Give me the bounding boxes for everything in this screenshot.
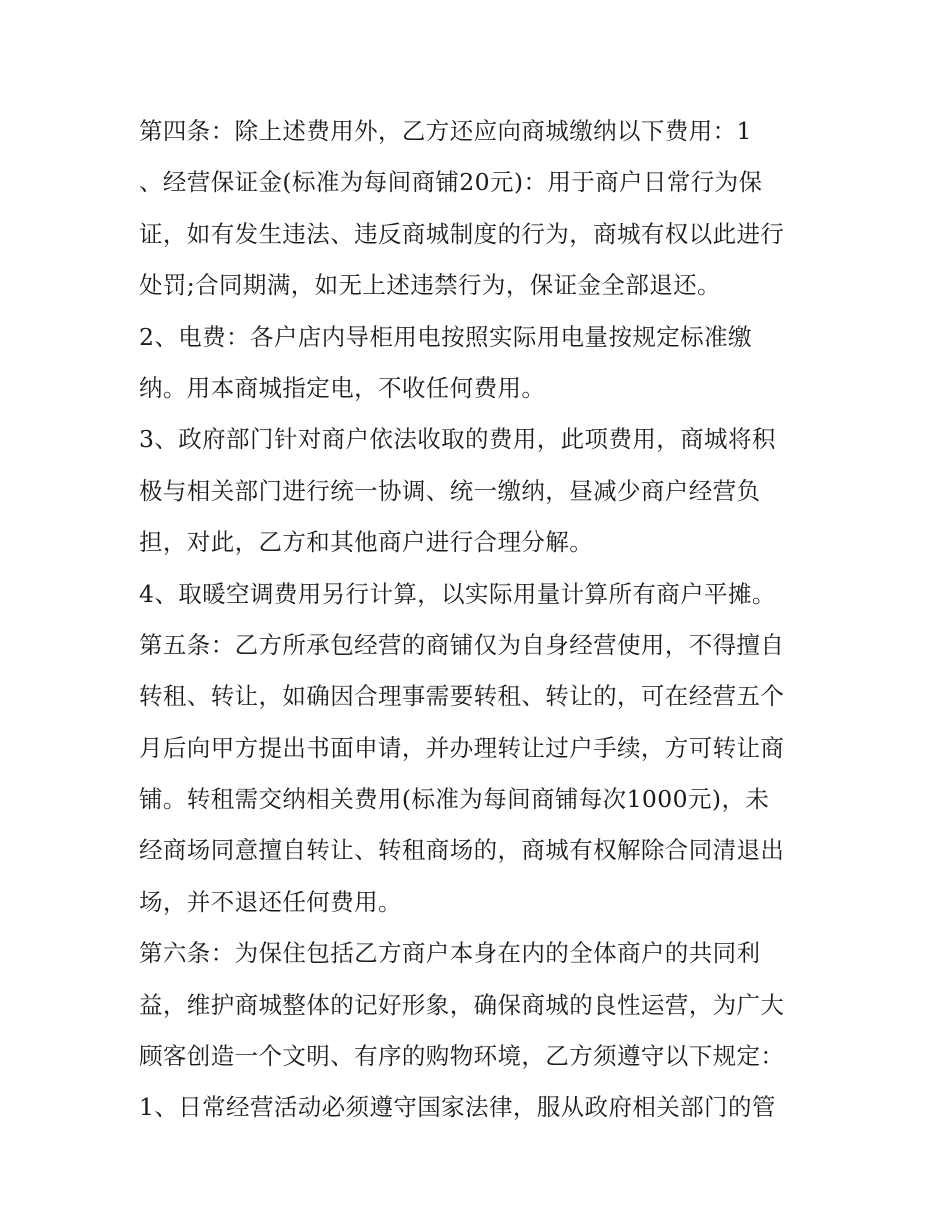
- text-line: 第六条：为保住包括乙方商户本身在内的全体商户的共同利: [139, 939, 761, 968]
- text-line: 第五条：乙方所承包经营的商铺仅为自身经营使用，不得擅自: [139, 630, 785, 659]
- text-line: 4、取暖空调费用另行计算，以实际用量计算所有商户平摊。: [139, 579, 776, 608]
- text-line: 纳。用本商城指定电，不收任何费用。: [139, 373, 546, 402]
- text-line: 经商场同意擅自转让、转租商场的，商城有权解除合同清退出: [139, 836, 785, 865]
- text-line: 场，并不退还任何费用。: [139, 887, 402, 916]
- contract-text: [139, 109, 819, 1137]
- text-line: 第四条：除上述费用外，乙方还应向商城缴纳以下费用：1: [139, 117, 752, 145]
- text-line: 担，对此，乙方和其他商户进行合理分解。: [139, 528, 594, 557]
- text-line: 、经营保证金(标准为每间商铺20元)：用于商户日常行为保: [139, 168, 763, 197]
- text-line: 证，如有发生违法、违反商城制度的行为，商城有权以此进行: [139, 219, 785, 248]
- text-line: 转租、转让，如确因合理事需要转租、转让的，可在经营五个: [139, 682, 785, 711]
- text-line: 益，维护商城整体的记好形象，确保商城的良性运营，为广大: [139, 990, 785, 1019]
- text-line: 极与相关部门进行统一协调、统一缴纳，昼减少商户经营负: [139, 476, 761, 505]
- text-line: 月后向甲方提出书面申请，并办理转让过户手续，方可转让商: [139, 733, 785, 762]
- text-line: 顾客创造一个文明、有序的购物环境，乙方须遵守以下规定：: [139, 1042, 785, 1071]
- text-line: 2、电费：各户店内导柜用电按照实际用电量按规定标准缴: [139, 322, 752, 351]
- text-line: 处罚;合同期满，如无上述违禁行为，保证金全部退还。: [139, 271, 721, 300]
- text-line: 铺。转租需交纳相关费用(标准为每间商铺每次1000元)，未: [139, 785, 770, 814]
- text-line: 1、日常经营活动必须遵守国家法律，服从政府相关部门的管: [139, 1093, 776, 1122]
- text-line: 3、政府部门针对商户依法收取的费用，此项费用，商城将积: [139, 425, 776, 454]
